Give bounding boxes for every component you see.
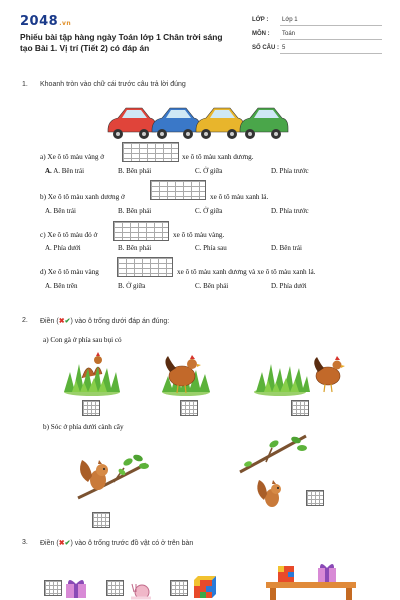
option-d[interactable]: D. Phía trước [271, 167, 309, 175]
option-d[interactable]: D. Phía trước [271, 207, 309, 215]
question-number: 3. [22, 539, 28, 546]
instruction-text: ) vào ô trống dưới đáp án đúng: [70, 318, 170, 325]
sub-question-a: a) Con gà ở phía sau bụi cỏ [43, 336, 122, 344]
answer-box[interactable] [306, 490, 324, 506]
meta-subject-row [252, 31, 382, 41]
chicken-in-front-of-grass-image [160, 346, 212, 396]
answer-box[interactable] [106, 580, 124, 596]
logo-text: 2048 [20, 14, 59, 29]
option-a[interactable]: A. Bên trái [45, 207, 76, 215]
page-title: Phiếu bài tập hàng ngày Toán lớp 1 Chân trời sáng tạo Bài 1. Vị trí (Tiết 2) có đáp án [20, 32, 223, 53]
sub-question-d: d) Xe ô tô màu vàng [40, 268, 99, 276]
option-b[interactable]: B. Bên phải [118, 207, 152, 215]
cross-mark-icon: ✖ [58, 540, 65, 547]
option-b[interactable]: B. Ở giữa [118, 282, 146, 290]
divider [280, 39, 382, 40]
sub-question-c-end: xe ô tô màu vàng. [173, 231, 225, 239]
answer-box[interactable] [180, 400, 198, 416]
meta-class-row [252, 17, 382, 27]
meta-value: Lớp 1 [282, 17, 298, 23]
answer-box[interactable] [170, 580, 188, 596]
answer-box[interactable] [117, 257, 173, 277]
squirrel-under-branch-image [236, 432, 308, 512]
meta-key: SỐ CÂU : [252, 45, 279, 51]
check-mark-icon: ✔ [64, 540, 71, 547]
divider [280, 53, 382, 54]
car-yellow [196, 108, 244, 139]
option-b[interactable]: B. Bên phải [118, 167, 152, 175]
divider [280, 25, 382, 26]
meta-key: MÔN : [252, 31, 270, 37]
site-logo[interactable] [20, 14, 71, 29]
question-text [40, 539, 193, 547]
answer-box[interactable] [150, 180, 206, 200]
sub-question-d-end: xe ô tô màu xanh dương và xe ô tô màu xanh lá. [177, 268, 316, 276]
cars-illustration [106, 100, 290, 140]
logo-suffix: .vn [59, 20, 72, 27]
option-a[interactable]: A. Bên trên [45, 282, 78, 290]
sub-question-b: b) Xe ô tô màu xanh dương ở [40, 193, 125, 201]
chicken-beside-grass-image [252, 348, 348, 396]
question-text [40, 317, 169, 325]
answer-box[interactable] [82, 400, 100, 416]
chicken-behind-grass-image [62, 348, 122, 396]
meta-value: 5 [282, 45, 286, 51]
option-d[interactable]: D. Phía dưới [271, 282, 307, 290]
answer-box[interactable] [92, 512, 110, 528]
instruction-text: Điền ( [40, 318, 59, 325]
sub-question-a-end: xe ô tô màu xanh dương. [182, 153, 254, 161]
question-number: 1. [22, 81, 28, 88]
option-c[interactable]: C. Ở giữa [195, 207, 223, 215]
meta-key: LỚP : [252, 17, 269, 23]
instruction-text: ) vào ô trống trước đồ vật có ở trên bàn [70, 540, 194, 547]
option-a[interactable]: A. Phía dưới [45, 244, 81, 252]
snail-toy-icon [128, 578, 154, 600]
answer-box[interactable] [44, 580, 62, 596]
gift-box-icon [64, 576, 88, 600]
squirrel-on-branch-image [74, 452, 150, 504]
table-with-toys-image [264, 556, 358, 600]
answer-box[interactable] [113, 221, 169, 241]
cross-mark-icon: ✖ [58, 318, 65, 325]
option-a[interactable]: A. A. Bên trái [45, 167, 85, 175]
sub-question-c: c) Xe ô tô màu đỏ ở [40, 231, 98, 239]
sub-question-b: b) Sóc ở phía dưới cành cây [43, 423, 124, 431]
rubik-cube-icon [192, 574, 216, 600]
question-number: 2. [22, 317, 28, 324]
question-text: Khoanh tròn vào chữ cái trước câu trả lời đúng [40, 81, 186, 88]
option-b[interactable]: B. Bên phải [118, 244, 152, 252]
sub-question-a: a) Xe ô tô màu vàng ở [40, 153, 105, 161]
meta-value: Toán [282, 31, 296, 37]
meta-count-row [252, 45, 382, 55]
option-label: A. Bên trái [53, 167, 85, 175]
option-c[interactable]: C. Phía sau [195, 244, 227, 252]
check-mark-icon: ✔ [64, 318, 71, 325]
option-c[interactable]: C. Bên phải [195, 282, 229, 290]
instruction-text: Điền ( [40, 540, 59, 547]
car-green [240, 108, 288, 139]
car-red [108, 108, 156, 139]
option-d[interactable]: D. Bên trái [271, 244, 302, 252]
sub-question-b-end: xe ô tô màu xanh lá. [210, 193, 269, 201]
answer-box[interactable] [122, 142, 179, 162]
answer-box[interactable] [291, 400, 309, 416]
option-c[interactable]: C. Ở giữa [195, 167, 223, 175]
car-blue [152, 108, 200, 139]
